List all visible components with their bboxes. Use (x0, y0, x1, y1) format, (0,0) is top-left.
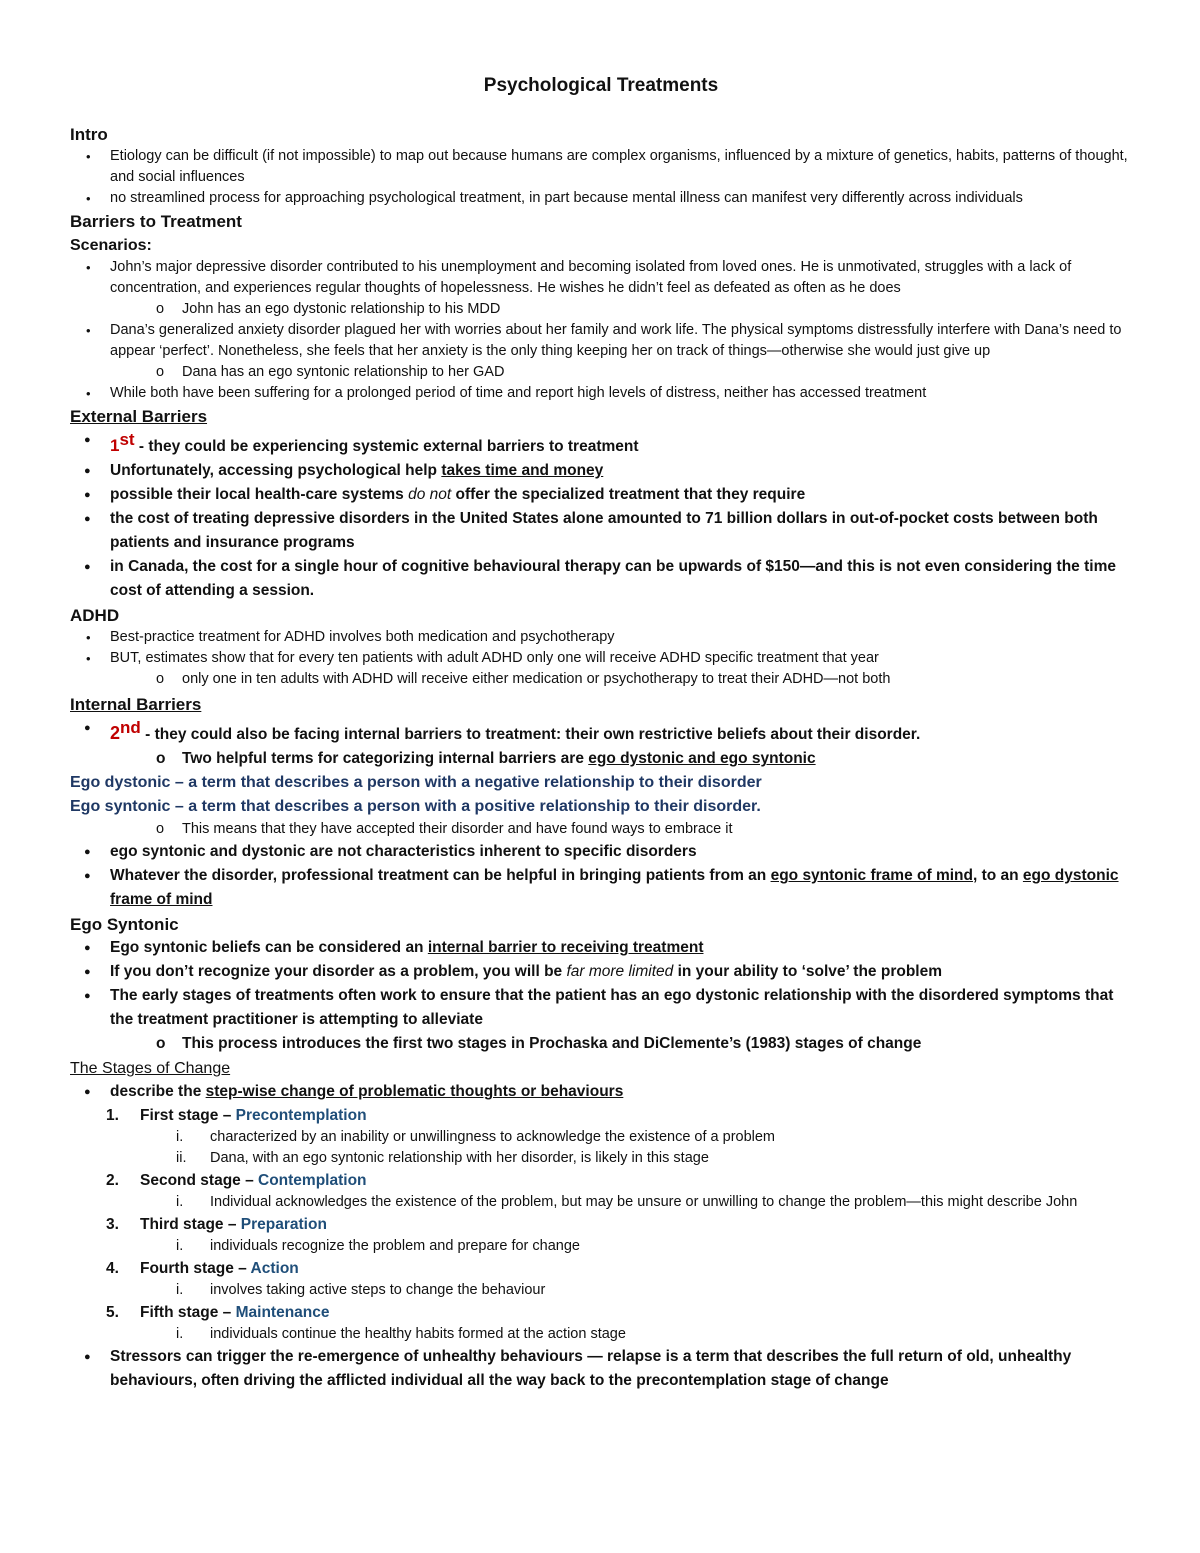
internal-list (70, 716, 1132, 747)
list-item: • While both have been suffering for a prolonged period of time and report high levels of distress, neither has accessed treatment (70, 383, 1132, 404)
external-list (70, 428, 1132, 603)
stage-item (70, 1169, 1132, 1213)
stage-detail-text: involves taking active steps to change the behaviour (210, 1282, 546, 1299)
stages-list (70, 1104, 1132, 1345)
list-item-text: describe the (110, 1083, 206, 1101)
stage-label: Fifth stage – (140, 1304, 236, 1322)
roman-numeral: ii. (176, 1150, 187, 1167)
stage-number: 2. (106, 1172, 119, 1190)
stage-detail (140, 1127, 1132, 1148)
stage-detail (140, 1324, 1132, 1345)
first-sup: st (119, 430, 135, 449)
stage-number: 5. (106, 1304, 119, 1322)
stage-name: Precontemplation (235, 1107, 367, 1125)
intro-heading: Intro (70, 125, 108, 144)
stage-detail (140, 1236, 1132, 1257)
roman-numeral: i. (176, 1194, 184, 1211)
intro-list (70, 146, 1132, 209)
list-item: o John has an ego dystonic relationship to his MDD (70, 299, 1132, 320)
stage-name: Preparation (240, 1216, 327, 1234)
list-item (70, 459, 1132, 483)
stage-detail-text: Dana, with an ego syntonic relationship with her disorder, is likely in this stage (210, 1150, 709, 1167)
roman-numeral: i. (176, 1282, 184, 1299)
roman-numeral: i. (176, 1326, 184, 1343)
ego-dystonic-definition: Ego dystonic – a term that describes a person with a negative relationship to their disorder (70, 774, 762, 792)
list-item: • Best-practice treatment for ADHD involves both medication and psychotherapy (70, 627, 1132, 648)
list-item-text: in your ability to ‘solve’ the problem (673, 963, 942, 981)
list-item (70, 428, 1132, 459)
list-item: ● the cost of treating depressive disorders in the United States alone amounted to 71 billion dollars in out-of-pocket costs between both patients and insurance programs (70, 507, 1132, 555)
second-sup: nd (120, 718, 141, 738)
barriers-heading: Barriers to Treatment (70, 212, 242, 231)
list-item-text: , to an (972, 867, 1023, 885)
scenarios-label: Scenarios: (70, 237, 152, 254)
stage-name: Maintenance (235, 1304, 330, 1322)
list-item (70, 747, 1132, 771)
list-item: • no streamlined process for approaching psychological treatment, in part because mental illness can manifest very differently across individuals (70, 188, 1132, 209)
list-item-text: offer the specialized treatment that they require (451, 486, 806, 504)
first-number: 1 (110, 436, 120, 456)
stage-item (70, 1104, 1132, 1169)
stage-item (70, 1213, 1132, 1257)
list-item: o only one in ten adults with ADHD will receive either medication or psychotherapy to treat their ADHD—not both (70, 669, 1132, 690)
adhd-heading: ADHD (70, 606, 120, 626)
list-item-text: - they could be experiencing systemic external barriers to treatment (134, 438, 639, 456)
list-item-text: If you don’t recognize your disorder as a problem, you will be (110, 963, 567, 981)
stage-detail-text: characterized by an inability or unwillingness to acknowledge the existence of a problem (210, 1129, 776, 1146)
ego-syntonic-heading: Ego Syntonic (70, 915, 179, 935)
internal-heading: Internal Barriers (70, 695, 202, 715)
list-item (70, 936, 1132, 960)
list-item (70, 716, 1132, 747)
stage-item (70, 1257, 1132, 1301)
list-item: o This process introduces the first two stages in Prochaska and DiClemente’s (1983) stages of change (70, 1032, 1132, 1056)
stage-number: 3. (106, 1216, 119, 1234)
adhd-list (70, 627, 1132, 669)
list-item: ● Stressors can trigger the re-emergence of unhealthy behaviours — relapse is a term that describes the full return of old, unhealthy behaviours, often driving the afflicted individual all the way back to the precontemplation stage of change (70, 1345, 1132, 1393)
stage-number: 1. (106, 1107, 119, 1125)
stage-detail-text: individuals recognize the problem and prepare for change (210, 1238, 580, 1255)
list-item (70, 1080, 1132, 1104)
list-item (70, 960, 1132, 984)
underlined-text: internal barrier to receiving treatment (427, 939, 704, 957)
stage-number: 4. (106, 1260, 119, 1278)
underlined-text: takes time and money (441, 462, 604, 480)
list-item (70, 864, 1132, 912)
list-item-text: possible their local health-care systems (110, 486, 409, 504)
stage-detail-text: Individual acknowledges the existence of the problem, but may be unsure or unwilling to change the problem—this might describe John (210, 1194, 1078, 1211)
list-item: • John’s major depressive disorder contributed to his unemployment and becoming isolated from loved ones. He is unmotivated, struggles with a lack of concentration, and experiences regular thoughts of hopelessness. He wishes he didn’t feel as defeated as often as he does (70, 257, 1132, 299)
list-item (70, 483, 1132, 507)
italic-text: far more limited (566, 963, 674, 981)
stages-heading: The Stages of Change (70, 1060, 231, 1078)
list-item: o Dana has an ego syntonic relationship to her GAD (70, 362, 1132, 383)
list-item: ● in Canada, the cost for a single hour of cognitive behavioural therapy can be upwards of $150—and this is not even considering the time cost of attending a session. (70, 555, 1132, 603)
stage-label: Fourth stage – (140, 1260, 251, 1278)
stage-detail (140, 1148, 1132, 1169)
stage-label: First stage – (140, 1107, 236, 1125)
list-item-text: Two helpful terms for categorizing internal barriers are (182, 750, 589, 768)
list-item: • BUT, estimates show that for every ten patients with adult ADHD only one will receive ADHD specific treatment that year (70, 648, 1132, 669)
underlined-text: step-wise change of problematic thoughts or behaviours (205, 1083, 624, 1101)
ego-syntonic-list (70, 936, 1132, 1032)
list-item-text: Unfortunately, accessing psychological help (110, 462, 442, 480)
list-item: ● The early stages of treatments often work to ensure that the patient has an ego dystonic relationship with the disordered symptoms that the treatment practitioner is attempting to alleviate (70, 984, 1132, 1032)
list-item-text: Whatever the disorder, professional treatment can be helpful in bringing patients from an (110, 867, 771, 885)
external-heading: External Barriers (70, 407, 208, 426)
ego-syntonic-definition: Ego syntonic – a term that describes a person with a positive relationship to their disorder. (70, 798, 761, 816)
italic-text: do not (408, 486, 452, 504)
underlined-text: ego dystonic and ego syntonic (588, 750, 816, 768)
page-title: Psychological Treatments (483, 75, 719, 96)
stage-detail (140, 1192, 1132, 1213)
stage-label: Third stage – (140, 1216, 241, 1234)
list-item-text: Ego syntonic beliefs can be considered an (110, 939, 428, 957)
stage-detail (140, 1280, 1132, 1301)
stage-name: Action (250, 1260, 299, 1278)
roman-numeral: i. (176, 1238, 184, 1255)
list-item: o This means that they have accepted their disorder and have found ways to embrace it (70, 819, 1132, 840)
scenarios-list (70, 257, 1132, 299)
stage-label: Second stage – (140, 1172, 259, 1190)
second-number: 2 (110, 723, 121, 744)
list-item-text: - they could also be facing internal barriers to treatment: their own restrictive beliefs about their disorder. (140, 726, 921, 744)
roman-numeral: i. (176, 1129, 184, 1146)
underlined-text: ego dystonic frame of mind (110, 867, 1119, 909)
stage-name: Contemplation (258, 1172, 367, 1190)
list-item: • Dana’s generalized anxiety disorder plagued her with worries about her family and work life. The physical symptoms distressfully interfere with Dana’s need to appear ‘perfect’. Nonetheless, she feels that her anxiety is the only thing keeping her on track of things—otherwise she would just give up (70, 320, 1132, 362)
list-item: ● ego syntonic and dystonic are not characteristics inherent to specific disorders (70, 840, 1132, 864)
stage-item (70, 1301, 1132, 1345)
underlined-text: ego syntonic frame of mind (770, 867, 973, 885)
stage-detail-text: individuals continue the healthy habits formed at the action stage (210, 1326, 626, 1343)
list-item: • Etiology can be difficult (if not impossible) to map out because humans are complex organisms, influenced by a mixture of genetics, habits, patterns of thought, and social influences (70, 146, 1132, 188)
document-page (70, 72, 1132, 1393)
